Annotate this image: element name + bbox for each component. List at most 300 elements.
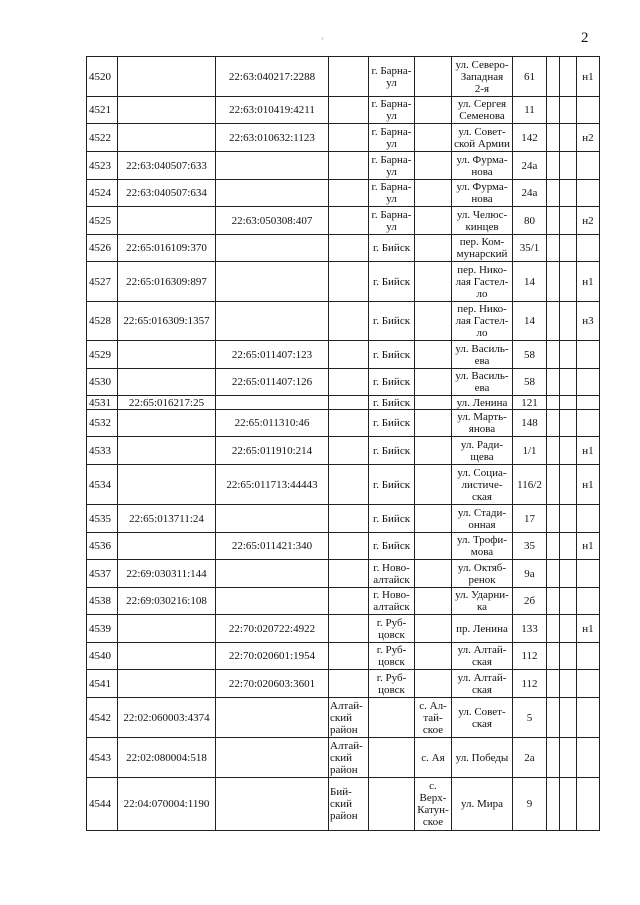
cadastral-number-b: 22:70:020722:4922 xyxy=(216,615,329,643)
house-number-cell: 116/2 xyxy=(513,465,547,505)
cadastral-number-b xyxy=(216,778,329,831)
cadastral-number-a: 22:69:030216:108 xyxy=(118,588,216,615)
district-cell: Бий- ский район xyxy=(329,778,369,831)
house-number-cell: 112 xyxy=(513,670,547,698)
cadastral-number-a xyxy=(118,643,216,670)
settlement-cell xyxy=(415,369,452,396)
row-number: 4541 xyxy=(87,670,118,698)
blank-cell xyxy=(560,124,577,152)
code-cell xyxy=(577,643,600,670)
street-cell: ул. Василь- ева xyxy=(452,341,513,369)
district-cell xyxy=(329,57,369,97)
cadastral-number-a xyxy=(118,533,216,560)
city-cell: г. Бийск xyxy=(369,465,415,505)
cadastral-number-b xyxy=(216,560,329,588)
code-cell xyxy=(577,410,600,437)
blank-cell xyxy=(560,778,577,831)
settlement-cell xyxy=(415,560,452,588)
street-cell: ул. Челюс- кинцев xyxy=(452,207,513,235)
blank-cell xyxy=(560,180,577,207)
district-cell xyxy=(329,465,369,505)
blank-cell xyxy=(547,410,560,437)
blank-cell xyxy=(560,369,577,396)
table-row xyxy=(87,152,600,180)
table-row xyxy=(87,207,600,235)
cadastral-number-b: 22:65:011713:44443 xyxy=(216,465,329,505)
district-cell: Алтай- ский район xyxy=(329,698,369,738)
street-cell: ул. Ленина xyxy=(452,396,513,410)
district-cell xyxy=(329,124,369,152)
code-cell: н1 xyxy=(577,615,600,643)
city-cell: г. Бийск xyxy=(369,396,415,410)
row-number: 4529 xyxy=(87,341,118,369)
cadastral-number-b xyxy=(216,180,329,207)
row-number: 4523 xyxy=(87,152,118,180)
city-cell: г. Руб- цовск xyxy=(369,643,415,670)
cadastral-number-a: 22:63:040507:633 xyxy=(118,152,216,180)
table-row xyxy=(87,396,600,410)
settlement-cell xyxy=(415,396,452,410)
cadastral-number-b xyxy=(216,738,329,778)
house-number-cell: 58 xyxy=(513,341,547,369)
house-number-cell: 61 xyxy=(513,57,547,97)
address-table xyxy=(86,56,600,831)
settlement-cell xyxy=(415,97,452,124)
city-cell: г. Ново- алтайск xyxy=(369,560,415,588)
street-cell: ул. Алтай- ская xyxy=(452,670,513,698)
blank-cell xyxy=(547,670,560,698)
district-cell xyxy=(329,533,369,560)
table-row xyxy=(87,505,600,533)
district-cell xyxy=(329,207,369,235)
blank-cell xyxy=(547,738,560,778)
cadastral-number-a xyxy=(118,615,216,643)
house-number-cell: 14 xyxy=(513,262,547,302)
district-cell xyxy=(329,97,369,124)
district-cell: Алтай- ский район xyxy=(329,738,369,778)
cadastral-number-b xyxy=(216,235,329,262)
code-cell xyxy=(577,369,600,396)
cadastral-number-b: 22:70:020601:1954 xyxy=(216,643,329,670)
cadastral-number-a xyxy=(118,341,216,369)
code-cell xyxy=(577,152,600,180)
cadastral-number-b xyxy=(216,698,329,738)
table-row xyxy=(87,341,600,369)
street-cell: ул. Марть- янова xyxy=(452,410,513,437)
house-number-cell: 35/1 xyxy=(513,235,547,262)
street-cell: пер. Нико- лая Гастел- ло xyxy=(452,262,513,302)
cadastral-number-a xyxy=(118,437,216,465)
settlement-cell xyxy=(415,505,452,533)
blank-cell xyxy=(547,235,560,262)
cadastral-number-a xyxy=(118,124,216,152)
table-row xyxy=(87,437,600,465)
code-cell: н3 xyxy=(577,302,600,341)
table-row xyxy=(87,643,600,670)
city-cell: г. Бийск xyxy=(369,505,415,533)
blank-cell xyxy=(560,396,577,410)
street-cell: ул. Совет- ская xyxy=(452,698,513,738)
table-row xyxy=(87,369,600,396)
table-row xyxy=(87,738,600,778)
cadastral-number-a: 22:02:080004:518 xyxy=(118,738,216,778)
blank-cell xyxy=(560,235,577,262)
cadastral-number-b: 22:63:010632:1123 xyxy=(216,124,329,152)
blank-cell xyxy=(547,302,560,341)
blank-cell xyxy=(547,465,560,505)
blank-cell xyxy=(547,57,560,97)
blank-cell xyxy=(560,57,577,97)
city-cell: г. Руб- цовск xyxy=(369,615,415,643)
blank-cell xyxy=(547,207,560,235)
street-cell: ул. Фурма- нова xyxy=(452,180,513,207)
settlement-cell xyxy=(415,124,452,152)
code-cell xyxy=(577,738,600,778)
cadastral-number-a: 22:65:016309:1357 xyxy=(118,302,216,341)
table-row xyxy=(87,180,600,207)
district-cell xyxy=(329,588,369,615)
settlement-cell xyxy=(415,341,452,369)
settlement-cell xyxy=(415,670,452,698)
city-cell xyxy=(369,778,415,831)
city-cell: г. Бийск xyxy=(369,410,415,437)
table-row xyxy=(87,533,600,560)
settlement-cell xyxy=(415,57,452,97)
blank-cell xyxy=(547,262,560,302)
house-number-cell: 121 xyxy=(513,396,547,410)
cadastral-number-b xyxy=(216,152,329,180)
street-cell: ул. Победы xyxy=(452,738,513,778)
cadastral-number-a: 22:69:030311:144 xyxy=(118,560,216,588)
city-cell xyxy=(369,738,415,778)
row-number: 4536 xyxy=(87,533,118,560)
cadastral-number-a xyxy=(118,410,216,437)
house-number-cell: 148 xyxy=(513,410,547,437)
row-number: 4526 xyxy=(87,235,118,262)
district-cell xyxy=(329,670,369,698)
blank-cell xyxy=(560,533,577,560)
code-cell: н1 xyxy=(577,437,600,465)
cadastral-number-a: 22:65:016217:25 xyxy=(118,396,216,410)
district-cell xyxy=(329,369,369,396)
street-cell: ул. Алтай- ская xyxy=(452,643,513,670)
code-cell: н2 xyxy=(577,207,600,235)
city-cell: г. Барна- ул xyxy=(369,152,415,180)
house-number-cell: 1/1 xyxy=(513,437,547,465)
blank-cell xyxy=(560,437,577,465)
street-cell: ул. Совет- ской Армии xyxy=(452,124,513,152)
blank-cell xyxy=(560,643,577,670)
house-number-cell: 142 xyxy=(513,124,547,152)
settlement-cell xyxy=(415,207,452,235)
cadastral-number-b xyxy=(216,262,329,302)
district-cell xyxy=(329,341,369,369)
code-cell: н1 xyxy=(577,262,600,302)
row-number: 4540 xyxy=(87,643,118,670)
street-cell: ул. Стади- онная xyxy=(452,505,513,533)
street-cell: ул. Социа- листиче- ская xyxy=(452,465,513,505)
district-cell xyxy=(329,643,369,670)
city-cell xyxy=(369,698,415,738)
settlement-cell: с. Ая xyxy=(415,738,452,778)
cadastral-number-a: 22:65:016309:897 xyxy=(118,262,216,302)
blank-cell xyxy=(547,533,560,560)
cadastral-number-b: 22:65:011310:46 xyxy=(216,410,329,437)
house-number-cell: 80 xyxy=(513,207,547,235)
blank-cell xyxy=(547,698,560,738)
street-cell: ул. Трофи- мова xyxy=(452,533,513,560)
cadastral-number-a xyxy=(118,97,216,124)
settlement-cell xyxy=(415,465,452,505)
cadastral-number-a xyxy=(118,369,216,396)
city-cell: г. Бийск xyxy=(369,369,415,396)
row-number: 4534 xyxy=(87,465,118,505)
blank-cell xyxy=(560,302,577,341)
city-cell: г. Бийск xyxy=(369,262,415,302)
settlement-cell: с. Верх- Катун- ское xyxy=(415,778,452,831)
blank-cell xyxy=(560,97,577,124)
district-cell xyxy=(329,505,369,533)
city-cell: г. Ново- алтайск xyxy=(369,588,415,615)
district-cell xyxy=(329,410,369,437)
row-number: 4530 xyxy=(87,369,118,396)
row-number: 4535 xyxy=(87,505,118,533)
blank-cell xyxy=(560,505,577,533)
row-number: 4539 xyxy=(87,615,118,643)
table-row xyxy=(87,124,600,152)
row-number: 4544 xyxy=(87,778,118,831)
cadastral-number-b: 22:70:020603:3601 xyxy=(216,670,329,698)
house-number-cell: 133 xyxy=(513,615,547,643)
cadastral-number-b: 22:63:050308:407 xyxy=(216,207,329,235)
cadastral-number-a: 22:65:013711:24 xyxy=(118,505,216,533)
blank-cell xyxy=(560,410,577,437)
house-number-cell: 9а xyxy=(513,560,547,588)
code-cell: н1 xyxy=(577,533,600,560)
code-cell xyxy=(577,235,600,262)
blank-cell xyxy=(560,341,577,369)
code-cell xyxy=(577,588,600,615)
blank-cell xyxy=(547,180,560,207)
blank-cell xyxy=(547,437,560,465)
cadastral-number-a xyxy=(118,670,216,698)
city-cell: г. Барна- ул xyxy=(369,97,415,124)
city-cell: г. Барна- ул xyxy=(369,124,415,152)
settlement-cell: с. Ал- тай- ское xyxy=(415,698,452,738)
house-number-cell: 9 xyxy=(513,778,547,831)
row-number: 4520 xyxy=(87,57,118,97)
district-cell xyxy=(329,302,369,341)
city-cell: г. Бийск xyxy=(369,533,415,560)
code-cell xyxy=(577,778,600,831)
cadastral-number-a: 22:65:016109:370 xyxy=(118,235,216,262)
table-row xyxy=(87,698,600,738)
table-row xyxy=(87,615,600,643)
blank-cell xyxy=(560,465,577,505)
blank-cell xyxy=(547,778,560,831)
cadastral-number-b: 22:63:010419:4211 xyxy=(216,97,329,124)
district-cell xyxy=(329,152,369,180)
code-cell xyxy=(577,180,600,207)
house-number-cell: 24а xyxy=(513,180,547,207)
district-cell xyxy=(329,235,369,262)
code-cell xyxy=(577,670,600,698)
cadastral-number-b xyxy=(216,302,329,341)
row-number: 4532 xyxy=(87,410,118,437)
blank-cell xyxy=(560,738,577,778)
cadastral-number-b xyxy=(216,505,329,533)
row-number: 4527 xyxy=(87,262,118,302)
table-row xyxy=(87,588,600,615)
city-cell: г. Барна- ул xyxy=(369,57,415,97)
settlement-cell xyxy=(415,235,452,262)
code-cell xyxy=(577,505,600,533)
house-number-cell: 2а xyxy=(513,738,547,778)
blank-cell xyxy=(547,341,560,369)
street-cell: ул. Мира xyxy=(452,778,513,831)
code-cell xyxy=(577,97,600,124)
city-cell: г. Барна- ул xyxy=(369,180,415,207)
settlement-cell xyxy=(415,302,452,341)
row-number: 4528 xyxy=(87,302,118,341)
blank-cell xyxy=(560,670,577,698)
cadastral-number-b: 22:65:011421:340 xyxy=(216,533,329,560)
street-cell: пр. Ленина xyxy=(452,615,513,643)
settlement-cell xyxy=(415,180,452,207)
row-number: 4542 xyxy=(87,698,118,738)
house-number-cell: 112 xyxy=(513,643,547,670)
table-row xyxy=(87,465,600,505)
house-number-cell: 35 xyxy=(513,533,547,560)
row-number: 4543 xyxy=(87,738,118,778)
house-number-cell: 2б xyxy=(513,588,547,615)
street-cell: ул. Фурма- нова xyxy=(452,152,513,180)
cadastral-number-a: 22:02:060003:4374 xyxy=(118,698,216,738)
settlement-cell xyxy=(415,643,452,670)
table-row xyxy=(87,97,600,124)
city-cell: г. Бийск xyxy=(369,235,415,262)
cadastral-number-a: 22:04:070004:1190 xyxy=(118,778,216,831)
row-number: 4537 xyxy=(87,560,118,588)
house-number-cell: 17 xyxy=(513,505,547,533)
settlement-cell xyxy=(415,410,452,437)
table-row xyxy=(87,235,600,262)
settlement-cell xyxy=(415,588,452,615)
cadastral-number-a xyxy=(118,207,216,235)
district-cell xyxy=(329,437,369,465)
blank-cell xyxy=(560,698,577,738)
house-number-cell: 24а xyxy=(513,152,547,180)
street-cell: пер. Ком- мунарский xyxy=(452,235,513,262)
street-cell: ул. Ради- щева xyxy=(452,437,513,465)
row-number: 4538 xyxy=(87,588,118,615)
district-cell xyxy=(329,615,369,643)
table-row xyxy=(87,302,600,341)
row-number: 4525 xyxy=(87,207,118,235)
cadastral-number-a xyxy=(118,465,216,505)
page-number: 2 xyxy=(581,30,589,46)
district-cell xyxy=(329,560,369,588)
blank-cell xyxy=(547,505,560,533)
blank-cell xyxy=(560,207,577,235)
cadastral-number-b: 22:63:040217:2288 xyxy=(216,57,329,97)
blank-cell xyxy=(547,97,560,124)
code-cell xyxy=(577,698,600,738)
street-cell: ул. Василь- ева xyxy=(452,369,513,396)
cadastral-number-b: 22:65:011407:123 xyxy=(216,341,329,369)
settlement-cell xyxy=(415,533,452,560)
city-cell: г. Руб- цовск xyxy=(369,670,415,698)
scan-mark: ' xyxy=(322,36,324,46)
blank-cell xyxy=(547,369,560,396)
cadastral-number-b xyxy=(216,396,329,410)
city-cell: г. Барна- ул xyxy=(369,207,415,235)
row-number: 4531 xyxy=(87,396,118,410)
code-cell xyxy=(577,341,600,369)
street-cell: ул. Северо- Западная 2-я xyxy=(452,57,513,97)
district-cell xyxy=(329,180,369,207)
table-row xyxy=(87,57,600,97)
blank-cell xyxy=(560,152,577,180)
table-row xyxy=(87,778,600,831)
row-number: 4533 xyxy=(87,437,118,465)
settlement-cell xyxy=(415,437,452,465)
district-cell xyxy=(329,262,369,302)
blank-cell xyxy=(560,560,577,588)
blank-cell xyxy=(547,152,560,180)
code-cell: н2 xyxy=(577,124,600,152)
blank-cell xyxy=(547,588,560,615)
row-number: 4524 xyxy=(87,180,118,207)
blank-cell xyxy=(547,615,560,643)
table-row xyxy=(87,560,600,588)
blank-cell xyxy=(560,615,577,643)
table-row xyxy=(87,410,600,437)
row-number: 4522 xyxy=(87,124,118,152)
settlement-cell xyxy=(415,262,452,302)
cadastral-number-a xyxy=(118,57,216,97)
street-cell: ул. Октяб- ренок xyxy=(452,560,513,588)
street-cell: ул. Ударни- ка xyxy=(452,588,513,615)
code-cell xyxy=(577,396,600,410)
house-number-cell: 11 xyxy=(513,97,547,124)
settlement-cell xyxy=(415,615,452,643)
cadastral-number-b xyxy=(216,588,329,615)
street-cell: ул. Сергея Семенова xyxy=(452,97,513,124)
blank-cell xyxy=(547,560,560,588)
city-cell: г. Бийск xyxy=(369,302,415,341)
blank-cell xyxy=(560,588,577,615)
blank-cell xyxy=(560,262,577,302)
code-cell: н1 xyxy=(577,465,600,505)
house-number-cell: 14 xyxy=(513,302,547,341)
cadastral-number-b: 22:65:011407:126 xyxy=(216,369,329,396)
cadastral-number-b: 22:65:011910:214 xyxy=(216,437,329,465)
cadastral-number-a: 22:63:040507:634 xyxy=(118,180,216,207)
city-cell: г. Бийск xyxy=(369,437,415,465)
code-cell: н1 xyxy=(577,57,600,97)
house-number-cell: 58 xyxy=(513,369,547,396)
blank-cell xyxy=(547,643,560,670)
blank-cell xyxy=(547,396,560,410)
table-row xyxy=(87,262,600,302)
blank-cell xyxy=(547,124,560,152)
settlement-cell xyxy=(415,152,452,180)
code-cell xyxy=(577,560,600,588)
row-number: 4521 xyxy=(87,97,118,124)
street-cell: пер. Нико- лая Гастел- ло xyxy=(452,302,513,341)
district-cell xyxy=(329,396,369,410)
